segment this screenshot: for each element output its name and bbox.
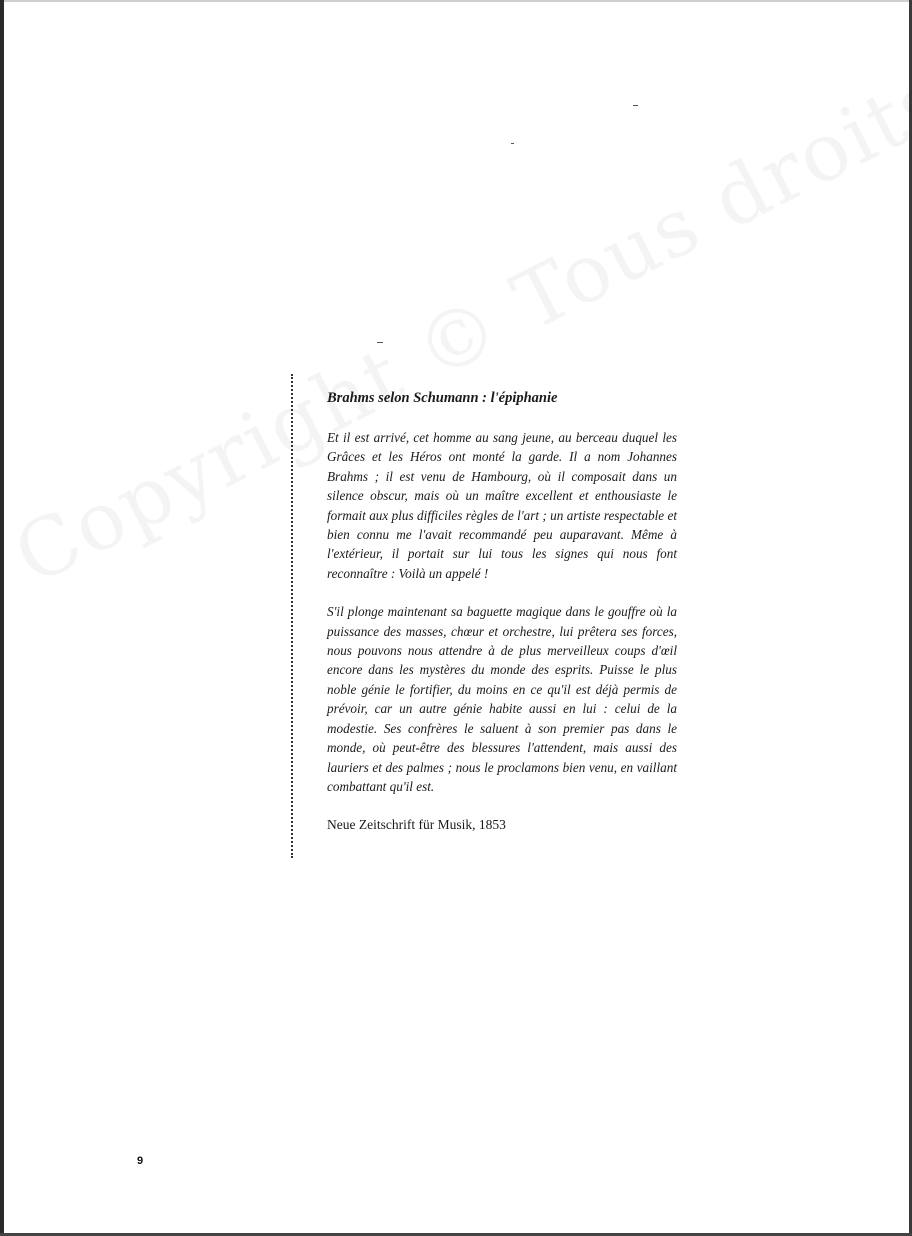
dotted-vertical-rule xyxy=(291,374,293,858)
scan-speck xyxy=(633,105,638,106)
quote-paragraph-1: Et il est arrivé, cet homme au sang jeune, au berceau duquel les Grâces et les Héros ont monté la garde. Il a nom Johannes Brahms ; il est venu de Hambourg, où il composait dans un silence obscur, mais où un maître excellent et enthousiaste le formait aux plus difficiles règles de l'art ; un artiste respectable et bien connu me l'avait recommandé peu auparavant. Même à l'extérieur, il portait sur lui tous les signes qui nous font reconnaître : Voilà un appelé ! xyxy=(327,430,677,581)
scan-speck xyxy=(377,342,383,343)
quote-title: Brahms selon Schumann : l'épiphanie xyxy=(327,390,558,406)
scan-edge-left xyxy=(0,0,4,1236)
sidebar-quote xyxy=(327,388,677,835)
scan-edge-top xyxy=(0,0,912,2)
scan-speck xyxy=(511,143,514,144)
quote-paragraph-2: S'il plonge maintenant sa baguette magique dans le gouffre où la puissance des masses, chœur et orchestre, lui prêtera ses forces, nous pouvons nous attendre à de plus merveilleux coups d'œil encore dans les mystères du monde des esprits. Puisse le plus noble génie le fortifier, du moins en ce qu'il est déjà permis de prévoir, car un autre génie habite aussi en lui : celui de la modestie. Ses confrères le saluent à son premier pas dans le monde, où peut-être des blessures l'attendent, mais aussi des lauriers et des palmes ; nous le proclamons bien venu, en vaillant combattant qu'il est. xyxy=(327,604,677,794)
page-number: 9 xyxy=(137,1155,144,1167)
quote-source: Neue Zeitschrift für Musik, 1853 xyxy=(327,817,506,833)
